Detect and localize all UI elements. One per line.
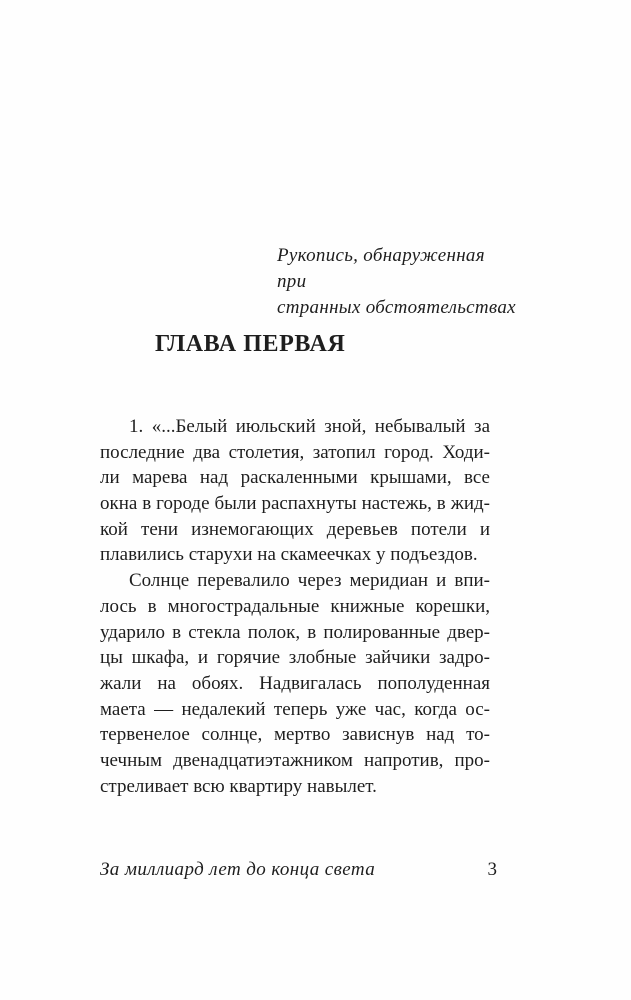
text-line: Солнце перевалило через меридиан и впи-	[129, 570, 490, 592]
paragraph	[100, 568, 490, 799]
text-line: 1. «...Белый июльский зной, небывалый за	[129, 416, 490, 437]
text-line: тервенелое солнце, мертво зависнув над то-	[100, 724, 490, 746]
epigraph-line: странных обстоятельствах	[277, 297, 516, 318]
running-title: За миллиард лет до конца света	[100, 859, 376, 880]
page-number: 3	[487, 859, 497, 880]
text-line: цы шкафа, и горячие злобные зайчики задро-	[100, 647, 490, 669]
epigraph	[277, 243, 517, 321]
text-line: стреливает всю квартиру навылет.	[100, 775, 377, 797]
paragraph	[100, 414, 490, 568]
text-line: ударило в стекла полок, в полированные двер-	[100, 621, 490, 643]
chapter-heading: ГЛАВА ПЕРВАЯ	[155, 331, 346, 357]
text-line: кой тени изнемогающих деревьев потели и	[100, 518, 490, 540]
text-line: чечным двенадцатиэтажником напротив, про-	[100, 749, 490, 771]
text-line: маета — недалекий теперь уже час, когда ос-	[100, 698, 490, 720]
text-line: плавились старухи на скамеечках у подъездов.	[100, 544, 478, 566]
body-text	[100, 414, 490, 799]
text-line: жали на обоях. Надвигалась пополуденная	[100, 672, 490, 694]
text-line: лось в многострадальные книжные корешки,	[100, 595, 490, 617]
text-line: последние два столетия, затопил город. Ходи-	[100, 441, 490, 463]
text-line: окна в городе были распахнуты настежь, в жид-	[100, 493, 490, 515]
page-footer	[100, 859, 497, 881]
text-line: ли марева над раскаленными крышами, все	[100, 467, 490, 489]
epigraph-line: Рукопись, обнаруженная при	[277, 245, 485, 292]
